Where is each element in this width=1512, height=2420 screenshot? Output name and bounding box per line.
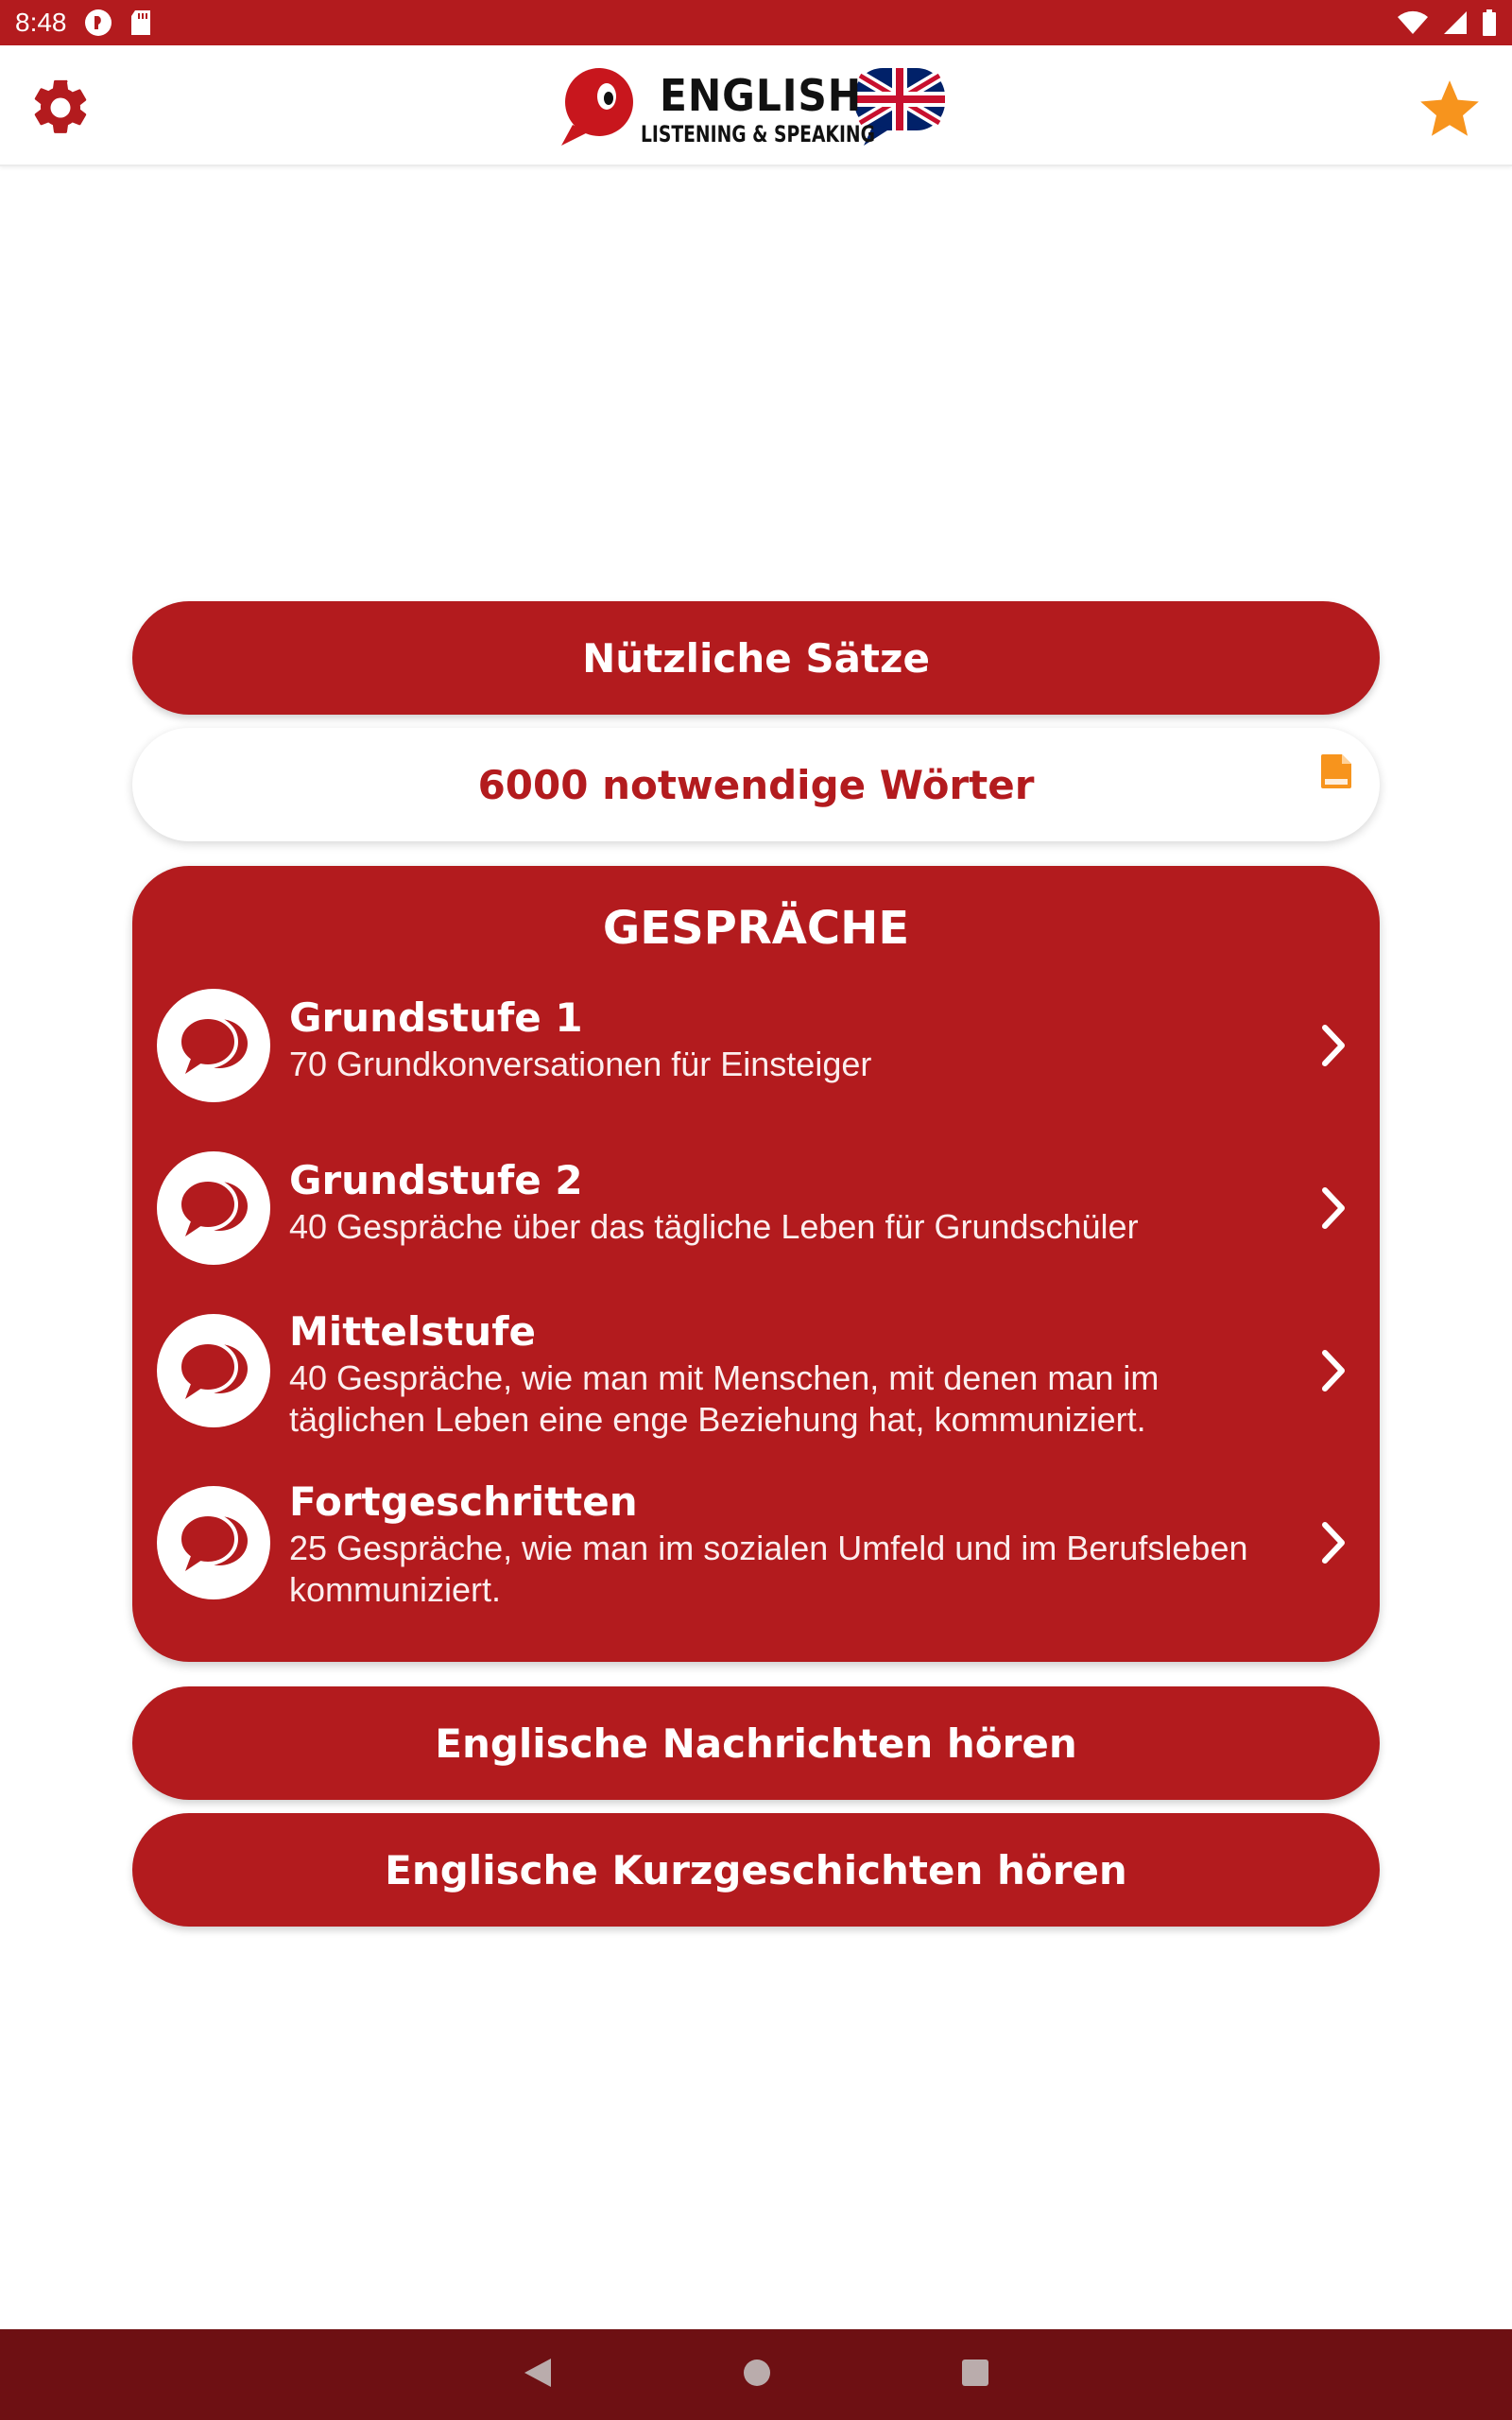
item-subtitle: 25 Gespräche, wie man im sozialen Umfeld und im Berufsleben kommuniziert. xyxy=(289,1529,1248,1609)
english-short-stories-label: Englische Kurzgeschichten hören xyxy=(385,1846,1127,1893)
chat-bubbles-icon xyxy=(157,1486,270,1599)
item-title: Mittelstufe xyxy=(289,1308,536,1355)
cell-signal-icon xyxy=(1442,9,1469,36)
chat-bubbles-icon xyxy=(157,1314,270,1427)
favorite-star-icon[interactable] xyxy=(1412,72,1487,147)
item-subtitle: 70 Grundkonversationen für Einsteiger xyxy=(289,1045,872,1083)
item-title: Grundstufe 2 xyxy=(289,1157,583,1203)
recents-icon[interactable] xyxy=(961,2359,989,2392)
useful-phrases-button[interactable] xyxy=(132,601,1380,715)
essential-words-button[interactable] xyxy=(132,728,1380,841)
chevron-right-icon xyxy=(1310,1180,1357,1236)
logo-title: ENGLISH xyxy=(660,70,863,121)
sd-card-icon xyxy=(129,9,152,37)
useful-phrases-label: Nützliche Sätze xyxy=(582,634,930,682)
back-icon[interactable] xyxy=(523,2357,553,2394)
app-bar xyxy=(0,45,1512,166)
system-nav-bar xyxy=(0,2329,1512,2420)
logo-subtitle: LISTENING & SPEAKING xyxy=(641,121,875,147)
status-bar xyxy=(0,0,1512,45)
chat-bubbles-icon xyxy=(157,989,270,1102)
battery-icon xyxy=(1482,9,1497,36)
item-subtitle: 40 Gespräche über das tägliche Leben für Grundschüler xyxy=(289,1207,1139,1246)
notification-app-icon xyxy=(84,9,112,37)
conversation-item-advanced[interactable] xyxy=(132,1478,1380,1628)
chat-bubbles-icon xyxy=(157,1151,270,1265)
english-short-stories-button[interactable] xyxy=(132,1813,1380,1927)
english-news-label: Englische Nachrichten hören xyxy=(435,1720,1077,1767)
chevron-right-icon xyxy=(1310,1342,1357,1399)
conversations-title: GESPRÄCHE xyxy=(602,902,910,955)
status-time: 8:48 xyxy=(15,8,67,37)
settings-gear-icon[interactable] xyxy=(25,72,96,144)
conversation-item-basic-2[interactable] xyxy=(132,1151,1380,1284)
conversations-card xyxy=(132,866,1380,1662)
pdf-file-icon xyxy=(1319,752,1353,790)
item-subtitle: 40 Gespräche, wie man mit Menschen, mit denen man im täglichen Leben eine enge Beziehung hat, kommuniziert. xyxy=(289,1358,1160,1439)
conversation-item-intermediate[interactable] xyxy=(132,1308,1380,1456)
chevron-right-icon xyxy=(1310,1017,1357,1074)
conversation-item-basic-1[interactable] xyxy=(132,989,1380,1121)
app-logo xyxy=(554,59,960,157)
english-news-button[interactable] xyxy=(132,1686,1380,1800)
item-title: Grundstufe 1 xyxy=(289,994,583,1041)
item-title: Fortgeschritten xyxy=(289,1478,638,1525)
wifi-icon xyxy=(1397,9,1429,36)
essential-words-label: 6000 notwendige Wörter xyxy=(477,761,1035,808)
chevron-right-icon xyxy=(1310,1514,1357,1571)
home-icon[interactable] xyxy=(742,2358,772,2393)
